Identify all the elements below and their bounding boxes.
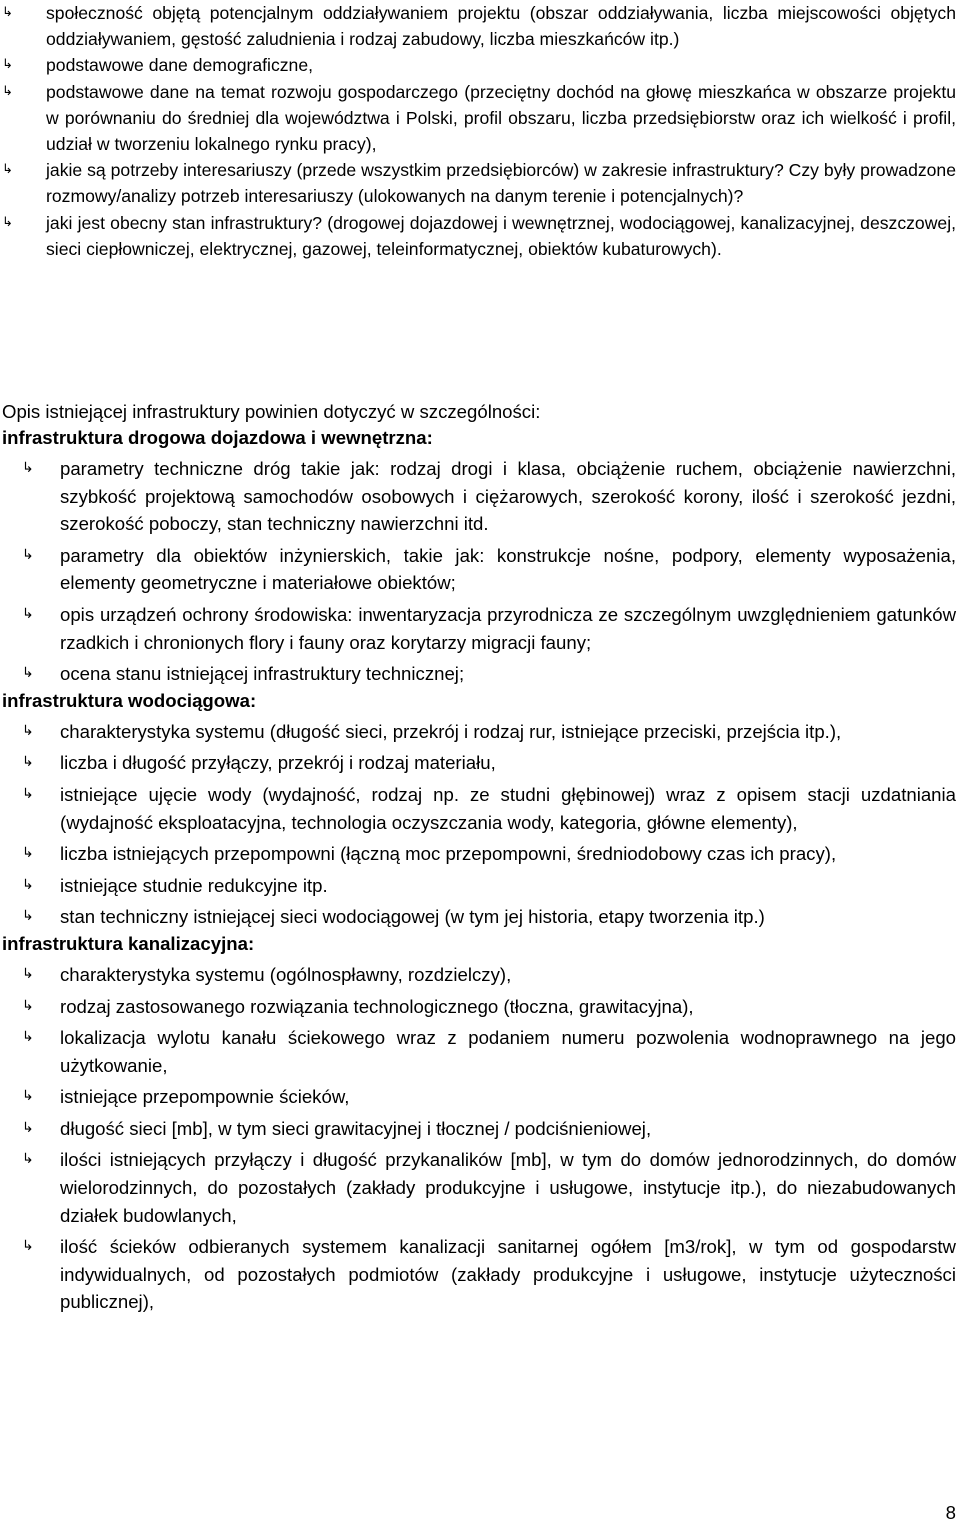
list-item: ↳ ocena stanu istniejącej infrastruktury technicznej; — [2, 660, 956, 688]
arrow-bullet-icon: ↳ — [2, 83, 13, 99]
list-item: ↳ istniejące przepompownie ścieków, — [2, 1083, 956, 1111]
arrow-bullet-icon: ↳ — [22, 965, 34, 982]
list-item: ↳ opis urządzeń ochrony środowiska: inwentaryzacja przyrodnicza ze szczególnym uwzględnieniem gatunków rzadkich i chronionych flory i fauny oraz korytarzy migracji fauny; — [2, 601, 956, 656]
page-number: 8 — [945, 1502, 956, 1523]
list-item: ↳ parametry dla obiektów inżynierskich, takie jak: konstrukcje nośne, podpory, elementy wyposażenia, elementy geometryczne i materiałowe obiektów; — [2, 542, 956, 597]
arrow-bullet-icon: ↳ — [22, 460, 34, 476]
arrow-bullet-icon: ↳ — [22, 908, 34, 925]
sewage-infrastructure-list — [2, 961, 956, 1316]
list-item: ↳ stan techniczny istniejącej sieci wodociągowej (w tym jej historia, etapy tworzenia itp.) — [2, 903, 956, 931]
section-heading-sewage: infrastruktura kanalizacyjna: — [2, 932, 255, 954]
arrow-bullet-icon: ↳ — [22, 722, 34, 739]
list-item: ↳ podstawowe dane demograficzne, — [0, 52, 956, 78]
list-item: ↳ liczba i długość przyłączy, przekrój i rodzaj materiału, — [2, 749, 956, 777]
arrow-bullet-icon: ↳ — [22, 605, 34, 622]
road-infrastructure-list — [2, 455, 956, 688]
arrow-bullet-icon: ↳ — [22, 665, 34, 682]
list-item: ↳ charakterystyka systemu (ogólnospławny, rozdzielczy), — [2, 961, 956, 989]
arrow-bullet-icon: ↳ — [2, 5, 13, 20]
list-item: ↳ istniejące ujęcie wody (wydajność, rodzaj np. ze studni głębinowej) wraz z opisem stacji uzdatniania (wydajność eksploatacyjna, technologia oczyszczania wody, kategoria, główne elementy), — [2, 781, 956, 836]
arrow-bullet-icon: ↳ — [22, 876, 34, 893]
list-item: ↳ podstawowe dane na temat rozwoju gospodarczego (przeciętny dochód na głowę mieszkańca w obszarze projektu w porównaniu do średniej dla województwa i Polski, profil obszaru, liczba przedsiębiorstw oraz ich wielkość i profil, udział w tworzeniu lokalnego rynku pracy), — [0, 79, 956, 158]
top-bullet-list — [0, 0, 956, 262]
arrow-bullet-icon: ↳ — [2, 57, 13, 73]
section-heading-water: infrastruktura wodociągowa: — [2, 689, 257, 711]
arrow-bullet-icon: ↳ — [22, 785, 34, 802]
list-item: ↳ istniejące studnie redukcyjne itp. — [2, 872, 956, 900]
arrow-bullet-icon: ↳ — [2, 162, 13, 178]
arrow-bullet-icon: ↳ — [22, 845, 34, 862]
arrow-bullet-icon: ↳ — [22, 754, 34, 771]
list-item: ↳ jakie są potrzeby interesariuszy (przede wszystkim przedsiębiorców) w zakresie infrastruktury? Czy były prowadzone rozmowy/analizy potrzeb interesariuszy (ulokowanych na danym terenie i potencjalnych)? — [0, 157, 956, 209]
arrow-bullet-icon: ↳ — [22, 1029, 34, 1046]
list-item: ↳ liczba istniejących przepompowni (łączną moc przepompowni, średniodobowy czas ich pracy), — [2, 840, 956, 868]
main-body — [2, 399, 956, 1316]
section-heading-road: infrastruktura drogowa dojazdowa i wewnętrzna: — [2, 427, 433, 448]
list-item: ↳ parametry techniczne dróg takie jak: rodzaj drogi i klasa, obciążenie ruchem, obciążenie nawierzchni, szybkość projektową samochodów osobowych i ciężarowych, szerokość korony, ilość i szerokość jezdni, szerokość poboczy, stan techniczny nawierzchni itd. — [2, 455, 956, 538]
list-item: ↳ długość sieci [mb], w tym sieci grawitacyjnej i tłocznej / podciśnieniowej, — [2, 1115, 956, 1143]
list-item: ↳ ilości istniejących przyłączy i długość przykanalików [mb], w tym do domów jednorodzinnych, do domów wielorodzinnych, do pozostałych (zakłady produkcyjne i usługowe, instytucje itp.), do niezabudowanych działek budowlanych, — [2, 1146, 956, 1229]
arrow-bullet-icon: ↳ — [22, 1238, 34, 1255]
arrow-bullet-icon: ↳ — [22, 1088, 34, 1105]
intro-paragraph: Opis istniejącej infrastruktury powinien dotyczyć w szczególności: — [2, 401, 541, 422]
arrow-bullet-icon: ↳ — [22, 1119, 34, 1136]
list-item: ↳ charakterystyka systemu (długość sieci, przekrój i rodzaj rur, istniejące przeciski, przejścia itp.), — [2, 718, 956, 746]
water-infrastructure-list — [2, 718, 956, 931]
arrow-bullet-icon: ↳ — [22, 997, 34, 1014]
arrow-bullet-icon: ↳ — [22, 546, 34, 563]
arrow-bullet-icon: ↳ — [2, 214, 13, 230]
list-item: ↳ lokalizacja wylotu kanału ściekowego wraz z podaniem numeru pozwolenia wodnoprawnego na jego użytkowanie, — [2, 1024, 956, 1079]
list-item: ↳ ilość ścieków odbieranych systemem kanalizacji sanitarnej ogółem [m3/rok], w tym od gospodarstw indywidualnych, od pozostałych podmiotów (zakłady produkcyjne i usługowe, instytucje użyteczności publicznej), — [2, 1233, 956, 1316]
list-item: ↳ społeczność objętą potencjalnym oddziaływaniem projektu (obszar oddziaływania, liczba miejscowości objętych oddziaływaniem, gęstość zaludnienia i rodzaj zabudowy, liczba mieszkańców itp.) — [0, 0, 956, 52]
list-item: ↳ jaki jest obecny stan infrastruktury? (drogowej dojazdowej i wewnętrznej, wodociągowej, kanalizacyjnej, deszczowej, sieci ciepłowniczej, elektrycznej, gazowej, teleinformatycznej, obiektów kubaturowych). — [0, 210, 956, 262]
arrow-bullet-icon: ↳ — [22, 1151, 34, 1168]
list-item: ↳ rodzaj zastosowanego rozwiązania technologicznego (tłoczna, grawitacyjna), — [2, 993, 956, 1021]
